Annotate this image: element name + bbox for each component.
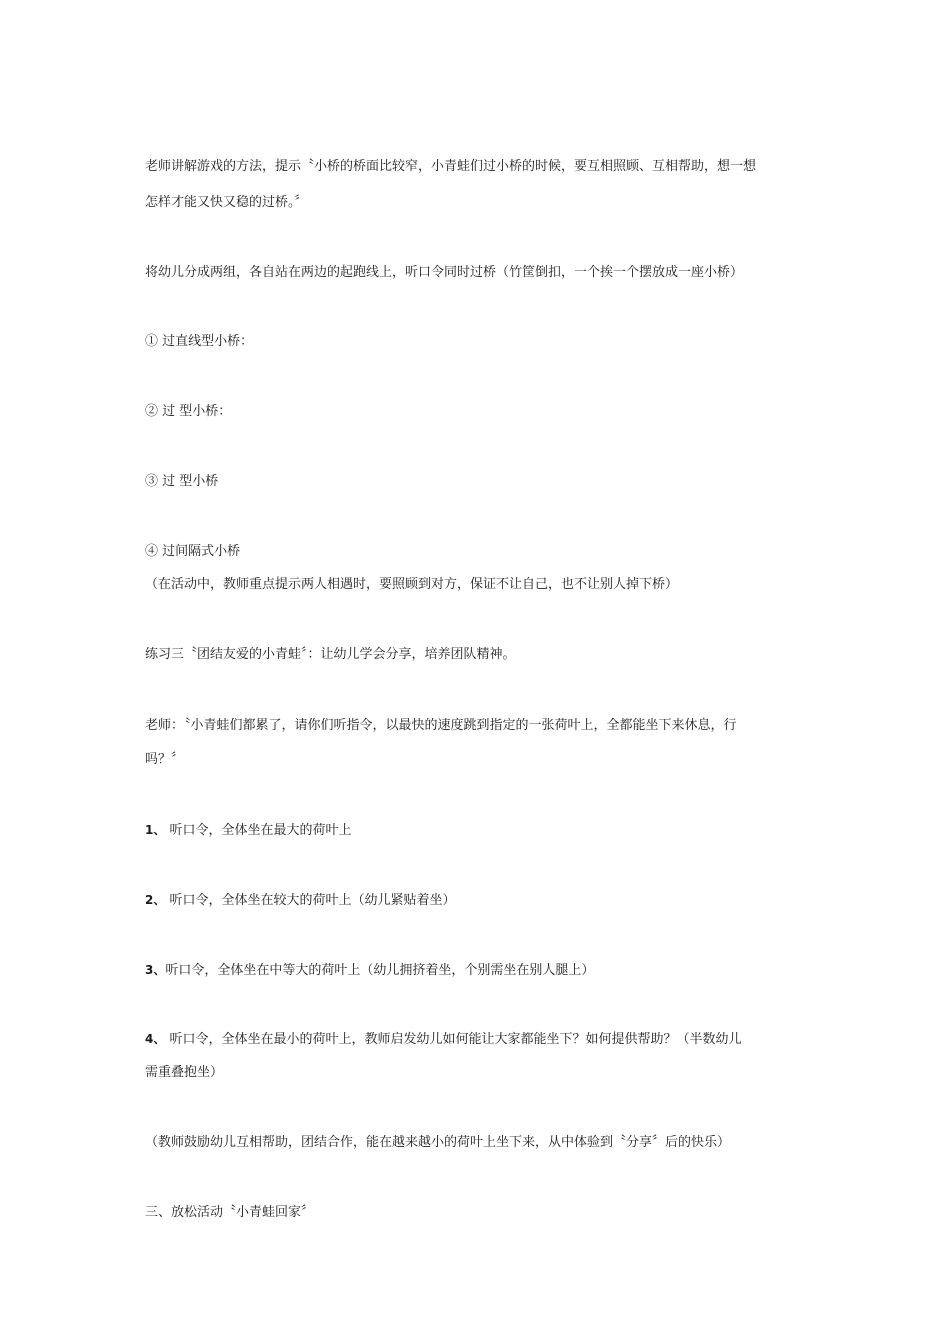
step-3: [145, 957, 825, 984]
closing-note: （教师鼓励幼儿互相帮助，团结合作，能在越来越小的荷叶上坐下来，从中体验到〝分享〞后的快乐）: [145, 1135, 731, 1150]
step-number: 3、: [145, 963, 166, 977]
bridge-note: （在活动中，教师重点提示两人相遇时，要照顾到对方，保证不让自己，也不让别人掉下桥）: [145, 577, 679, 592]
teacher-instruction-cont: 吗？〞: [145, 752, 185, 767]
paragraph-game-method: 老师讲解游戏的方法，提示〝小桥的桥面比较窄，小青蛙们过小桥的时候，要互相照顾、互相帮助，想一想: [145, 159, 757, 174]
step-text: 听口令，全体坐在最小的荷叶上，教师启发幼儿如何能让大家都能坐下？如何提供帮助？（半数幼儿: [165, 1032, 742, 1047]
paragraph-game-method-cont: 怎样才能又快又稳的过桥。〞: [145, 195, 308, 210]
bridge-item-1: ① 过直线型小桥：: [145, 334, 254, 349]
step-4: [145, 1026, 825, 1053]
step-2: [145, 887, 825, 914]
teacher-instruction: 老师：〝小青蛙们都累了，请你们听指令，以最快的速度跳到指定的一张荷叶上，全都能坐下来休息，行: [145, 718, 737, 733]
step-text: 听口令，全体坐在较大的荷叶上（幼儿紧贴着坐）: [165, 893, 456, 908]
step-number: 4、: [145, 1032, 166, 1046]
step-number: 2、: [145, 893, 166, 907]
bridge-item-3: ③ 过 型小桥: [145, 474, 219, 489]
bridge-item-4: ④ 过间隔式小桥: [145, 544, 241, 559]
paragraph-grouping: 将幼儿分成两组，各自站在两边的起跑线上，听口令同时过桥（竹筐倒扣，一个挨一个摆放成一座小桥）: [145, 265, 744, 280]
step-text: 听口令，全体坐在中等大的荷叶上（幼儿拥挤着坐，个别需坐在别人腿上）: [165, 963, 595, 978]
bridge-item-2: ② 过 型小桥：: [145, 404, 232, 419]
step-4-cont: 需重叠抱坐）: [145, 1065, 224, 1080]
step-number: 1、: [145, 823, 166, 837]
exercise-three-heading: 练习三〝团结友爱的小青蛙〞：让幼儿学会分享，培养团队精神。: [145, 647, 516, 662]
step-1: [145, 817, 825, 844]
section-three-heading: 三、放松活动〝小青蛙回家〞: [145, 1205, 315, 1220]
step-text: 听口令，全体坐在最大的荷叶上: [165, 823, 352, 838]
